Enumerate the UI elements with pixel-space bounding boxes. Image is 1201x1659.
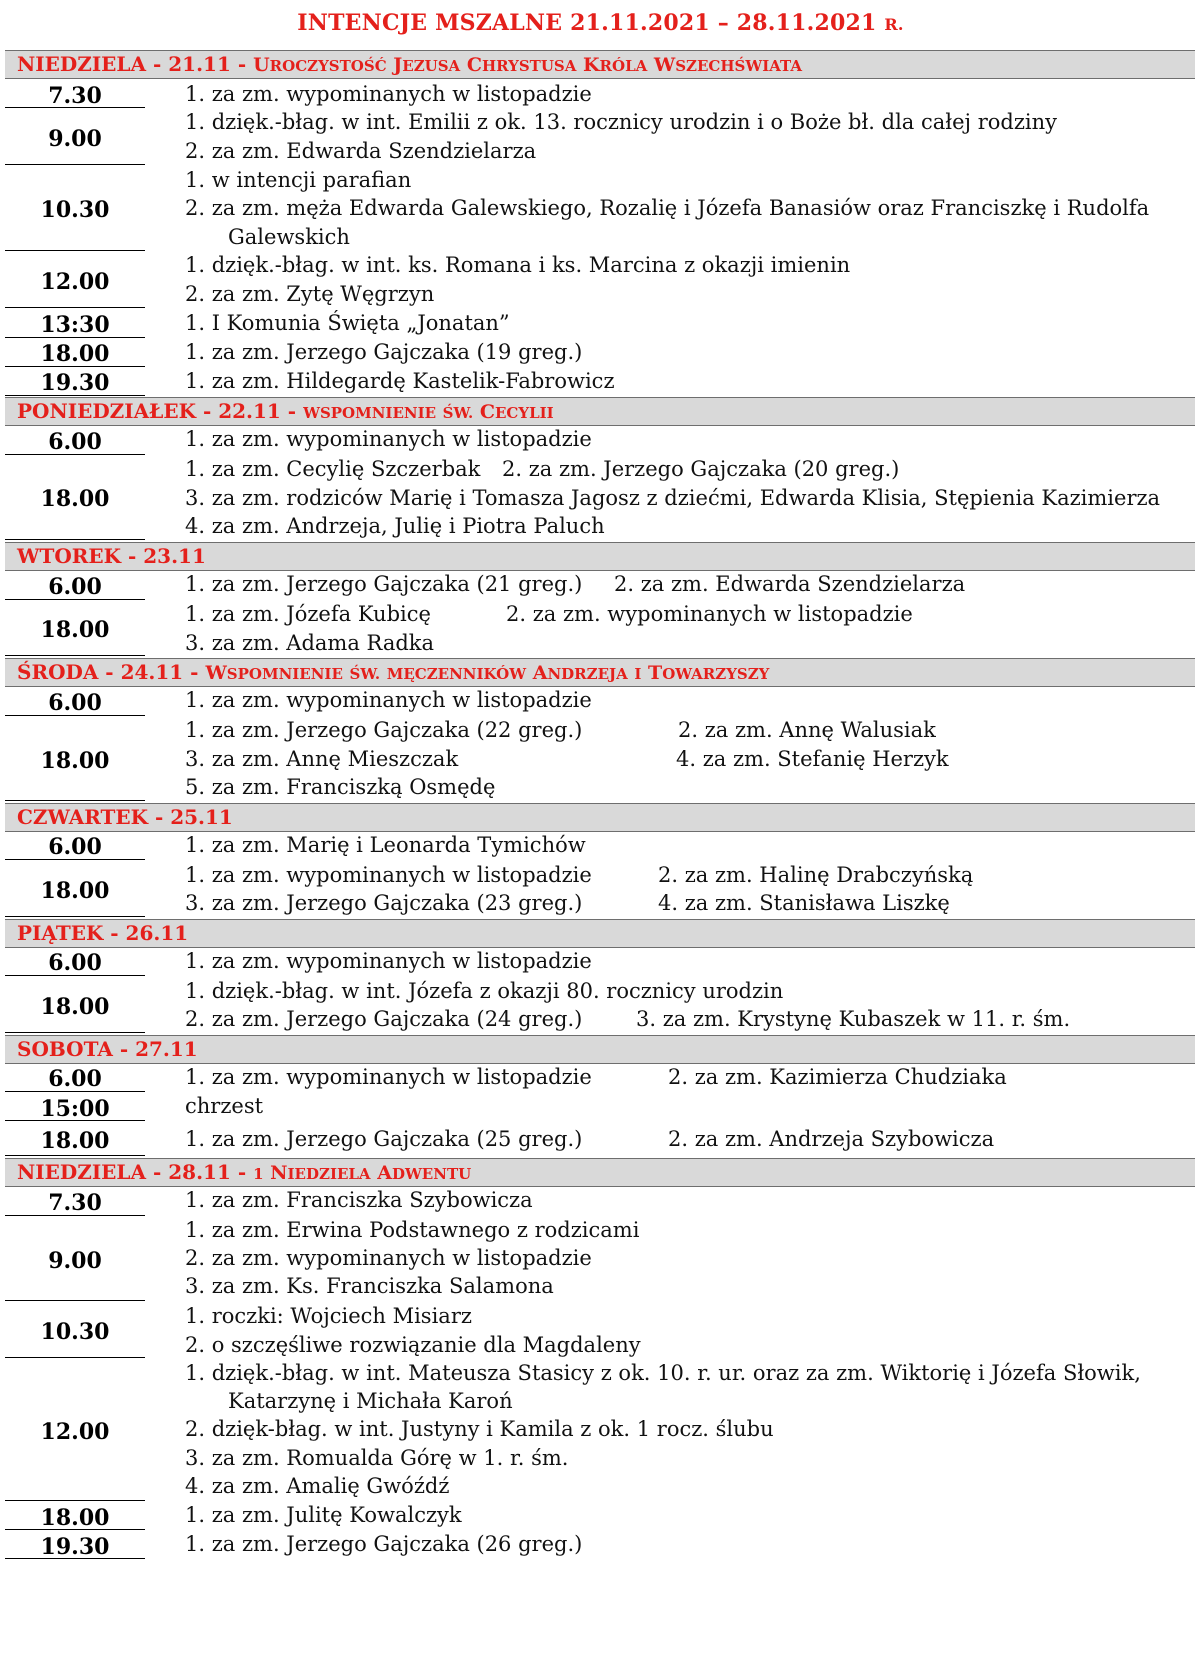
intention-text: 1. za zm. Cecylię Szczerbak (185, 457, 481, 481)
mass-time: 18.00 (5, 864, 145, 917)
feast-label: WSPOMNIENIE ŚW. CECYLII (303, 401, 554, 423)
title-main: INTENCJE MSZALNE 21.11.2021 – 28.11.2021 (297, 10, 877, 36)
day-label: SOBOTA - 27.11 (17, 1037, 198, 1061)
intention-text: 3. za zm. Adama Radka (185, 631, 435, 655)
feast-label: 1 NIEDZIELA ADWENTU (253, 1162, 472, 1184)
day-header (5, 1035, 1195, 1064)
intention-text: chrzest (185, 1094, 264, 1118)
mass-time: 9.00 (5, 1220, 145, 1301)
day-header (5, 542, 1195, 571)
intention-text: 1. za zm. Hildegardę Kastelik-Fabrowicz (185, 369, 615, 393)
intention-text: 2. za zm. Jerzego Gajczaka (20 greg.) (502, 457, 900, 481)
intention-text: 2. za zm. Edwarda Szendzielarza (614, 572, 966, 596)
day-header (5, 397, 1195, 426)
intention-text: 2. za zm. Zytę Węgrzyn (185, 282, 435, 306)
intention-text: 2. o szczęśliwe rozwiązanie dla Magdaleny (185, 1333, 641, 1357)
intention-text: 1. za zm. wypominanych w listopadzie (185, 863, 592, 887)
title-suffix: R. (884, 15, 904, 34)
mass-time: 18.00 (5, 1505, 145, 1530)
intention-text: 3. za zm. Jerzego Gajczaka (23 greg.) (185, 891, 583, 915)
intention-text: 4. za zm. Amalię Gwóźdź (185, 1474, 450, 1498)
intention-text: 2. za zm. wypominanych w listopadzie (185, 1246, 592, 1270)
intention-text: 1. za zm. Józefa Kubicę (185, 602, 431, 626)
mass-time: 10.30 (5, 1305, 145, 1358)
intention-text: 1. za zm. Jerzego Gajczaka (25 greg.) (185, 1127, 583, 1151)
intention-text: 2. za zm. Annę Walusiak (678, 718, 936, 742)
mass-time: 18.00 (5, 603, 145, 656)
intention-text: 2. za zm. męża Edwarda Galewskiego, Rozalię i Józefa Banasiów oraz Franciszkę i Rudolfa (185, 196, 1150, 220)
intention-text: 1. za zm. Julitę Kowalczyk (185, 1503, 462, 1527)
day-header (5, 1158, 1195, 1187)
intention-text: 4. za zm. Andrzeja, Julię i Piotra Paluch (185, 514, 605, 538)
mass-time: 18.00 (5, 720, 145, 801)
intention-text: 1. dzięk.-błag. w int. Mateusza Stasicy z ok. 10. r. ur. oraz za zm. Wiktorię i Józefa Słowik, (185, 1361, 1141, 1385)
intention-text: 1. I Komunia Święta „Jonatan” (185, 311, 510, 335)
mass-time: 18.00 (5, 980, 145, 1033)
mass-time: 12.00 (5, 1362, 145, 1501)
mass-time: 18.00 (5, 341, 145, 367)
intention-text: 2. za zm. Jerzego Gajczaka (24 greg.) (185, 1007, 583, 1031)
day-label: PONIEDZIAŁEK - 22.11 - (17, 399, 304, 423)
intention-text: 1. za zm. Jerzego Gajczaka (26 greg.) (185, 1532, 583, 1556)
mass-time: 19.30 (5, 1534, 145, 1559)
day-header (5, 50, 1195, 79)
mass-time: 6.00 (5, 428, 145, 455)
intention-text: 1. za zm. Jerzego Gajczaka (21 greg.) (185, 572, 583, 596)
intention-text: 1. za zm. wypominanych w listopadzie (185, 82, 592, 106)
intention-text: 3. za zm. Annę Mieszczak (185, 747, 459, 771)
intention-text: 1. za zm. Erwina Podstawnego z rodzicami (185, 1218, 640, 1242)
day-label: NIEDZIELA - 28.11 - (17, 1160, 254, 1184)
mass-time: 6.00 (5, 573, 145, 600)
intention-text: 2. za zm. Andrzeja Szybowicza (668, 1127, 995, 1151)
day-label: WTOREK - 23.11 (17, 544, 206, 568)
day-label: CZWARTEK - 25.11 (17, 805, 233, 829)
day-header (5, 803, 1195, 832)
intention-text: 1. dzięk.-błag. w int. Emilii z ok. 13. rocznicy urodzin i o Boże bł. dla całej rodziny (185, 110, 1058, 134)
intention-text: 3. za zm. Krystynę Kubaszek w 11. r. śm. (636, 1007, 1071, 1031)
mass-time: 12.00 (5, 255, 145, 308)
intention-text: 1. za zm. Franciszka Szybowicza (185, 1188, 533, 1212)
intention-text: 1. za zm. wypominanych w listopadzie (185, 949, 592, 973)
mass-time: 19.30 (5, 370, 145, 396)
intention-text: Katarzynę i Michała Karoń (228, 1389, 513, 1413)
intention-text: 4. za zm. Stanisława Liszkę (658, 891, 950, 915)
intention-text: 3. za zm. rodziców Marię i Tomasza Jagosz z dziećmi, Edwarda Klisia, Stępienia Kazimierza (185, 486, 1161, 510)
mass-time: 9.00 (5, 112, 145, 165)
intention-text: 1. roczki: Wojciech Misiarz (185, 1304, 472, 1328)
mass-time: 18.00 (5, 458, 145, 540)
day-label: NIEDZIELA - 21.11 - (17, 52, 254, 76)
mass-time: 13:30 (5, 312, 145, 338)
mass-time: 7.30 (5, 1189, 145, 1216)
intention-text: Galewskich (228, 225, 350, 249)
intention-text: 1. za zm. wypominanych w listopadzie (185, 688, 592, 712)
mass-time: 15:00 (5, 1096, 145, 1121)
day-label: PIĄTEK - 26.11 (17, 921, 189, 945)
mass-time: 10.30 (5, 169, 145, 251)
intention-text: 2. dzięk-błag. w int. Justyny i Kamila z ok. 1 rocz. ślubu (185, 1417, 774, 1441)
intention-text: 4. za zm. Stefanię Herzyk (676, 747, 949, 771)
mass-time: 6.00 (5, 689, 145, 716)
intention-text: 3. za zm. Romualda Górę w 1. r. śm. (185, 1446, 569, 1470)
intention-text: 1. za zm. Jerzego Gajczaka (22 greg.) (185, 718, 583, 742)
intention-text: 1. za zm. wypominanych w listopadzie (185, 1065, 592, 1089)
mass-time: 7.30 (5, 83, 145, 108)
intention-text: 2. za zm. Halinę Drabczyńską (658, 863, 974, 887)
mass-time: 6.00 (5, 1066, 145, 1092)
page-title (0, 10, 1201, 36)
intention-text: 5. za zm. Franciszką Osmędę (185, 775, 496, 799)
intention-text: 2. za zm. Kazimierza Chudziaka (668, 1065, 1007, 1089)
intention-text: 2. za zm. wypominanych w listopadzie (506, 602, 913, 626)
intention-text: 2. za zm. Edwarda Szendzielarza (185, 139, 537, 163)
intention-text: 1. dzięk.-błag. w int. ks. Romana i ks. Marcina z okazji imienin (185, 253, 851, 277)
mass-time: 6.00 (5, 834, 145, 860)
day-label: ŚRODA - 24.11 - (17, 660, 206, 684)
feast-label: UROCZYSTOŚĆ JEZUSA CHRYSTUSA KRÓLA WSZECHŚWIATA (253, 54, 803, 76)
mass-time: 6.00 (5, 950, 145, 976)
intention-text: 1. dzięk.-błag. w int. Józefa z okazji 80. rocznicy urodzin (185, 979, 784, 1003)
intention-text: 1. za zm. Marię i Leonarda Tymichów (185, 833, 586, 857)
mass-time: 18.00 (5, 1125, 145, 1156)
day-header (5, 658, 1195, 687)
intention-text: 1. za zm. Jerzego Gajczaka (19 greg.) (185, 340, 583, 364)
intention-text: 3. za zm. Ks. Franciszka Salamona (185, 1274, 554, 1298)
day-header (5, 919, 1195, 948)
intention-text: 1. w intencji parafian (185, 168, 412, 192)
feast-label: WSPOMNIENIE ŚW. MĘCZENNIKÓW ANDRZEJA I TOWARZYSZY (205, 662, 770, 684)
intention-text: 1. za zm. wypominanych w listopadzie (185, 427, 592, 451)
